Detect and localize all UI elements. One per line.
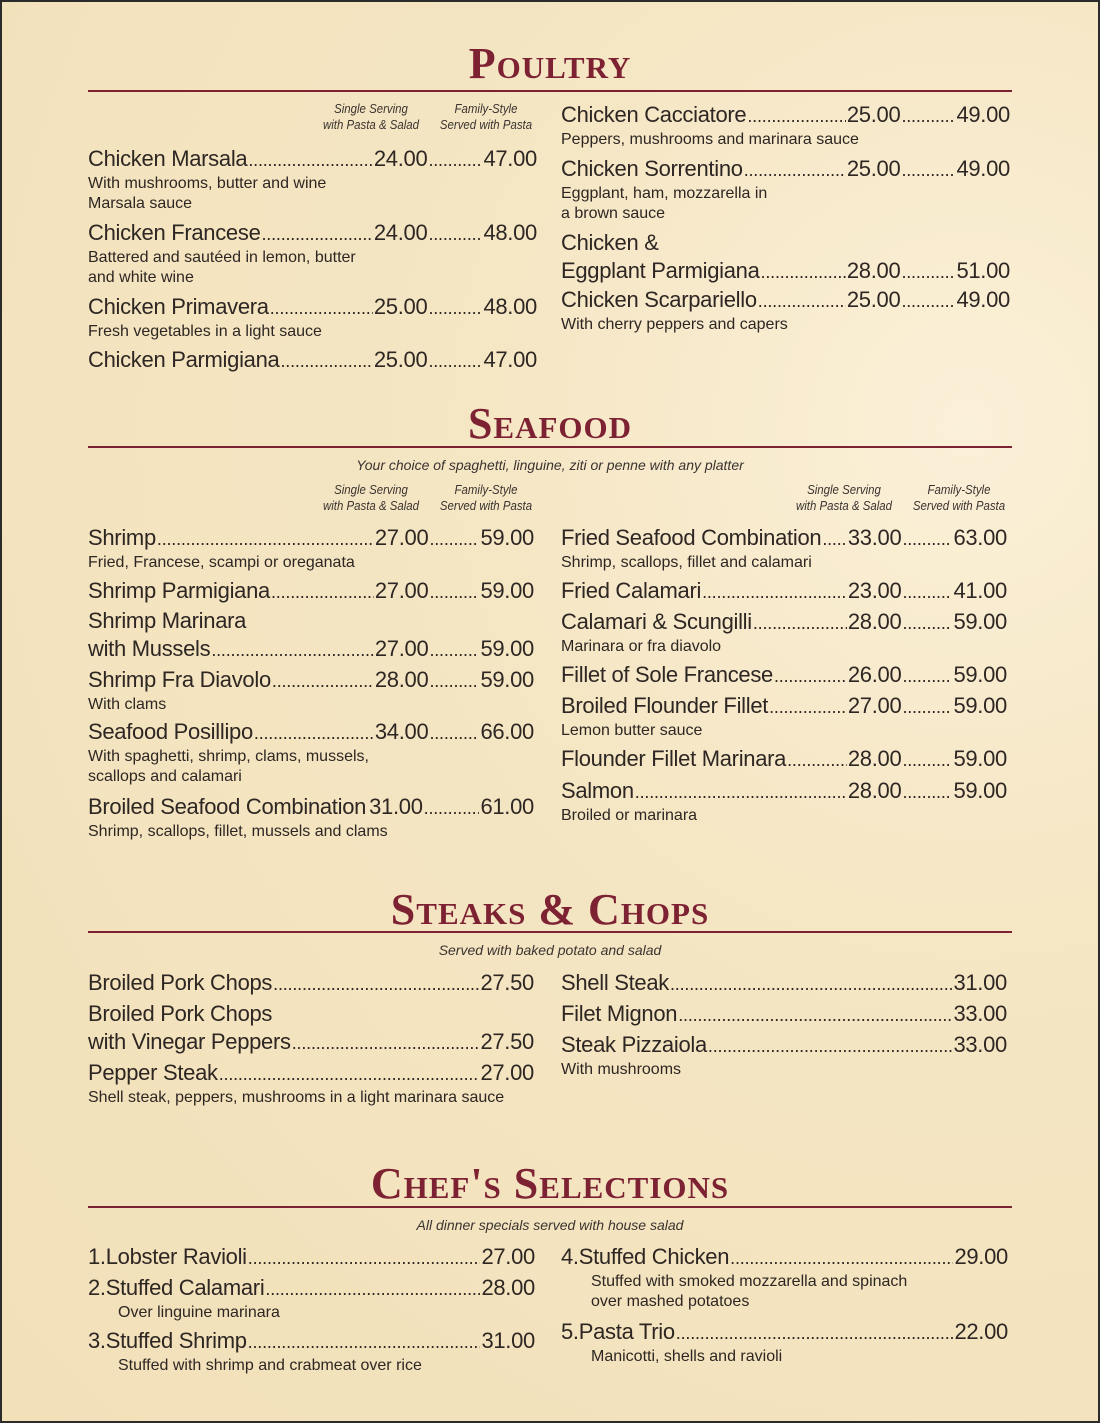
item-name: Chicken Cacciatore <box>561 102 747 127</box>
leader-dots <box>248 1243 481 1272</box>
menu-item-chicken-francese <box>88 219 537 288</box>
seafood-col-family-left <box>437 482 536 514</box>
menu-item-chicken-scarpariello <box>561 286 1010 335</box>
leader-dots <box>708 1031 953 1060</box>
leader-dots <box>427 145 483 174</box>
chefs-title: Chef's Selections <box>370 1159 730 1208</box>
price-family: 59.00 <box>953 662 1007 687</box>
price-family: 61.00 <box>480 794 534 819</box>
item-name: Salmon <box>561 778 634 803</box>
poultry-col-single <box>319 101 423 133</box>
leader-dots <box>254 718 374 747</box>
item-name-line1: Shrimp Marinara <box>88 608 247 633</box>
steaks-title: Steaks & Chops <box>390 885 710 934</box>
poultry-title: Poultry <box>468 39 632 88</box>
price-single: 25.00 <box>846 102 901 127</box>
leader-dots <box>670 969 952 998</box>
price-single: 28.00 <box>846 258 901 283</box>
item-description: a brown sauce <box>561 205 666 222</box>
price-single: 25.00 <box>373 347 428 372</box>
leader-dots <box>901 577 953 606</box>
menu-item-broiled-pork-chops <box>88 969 534 998</box>
col-single-sublabel: with Pasta & Salad <box>322 498 420 513</box>
price-single: 25.00 <box>373 294 428 319</box>
leader-dots <box>901 608 953 637</box>
item-description: over mashed potatoes <box>591 1293 750 1310</box>
poultry-rule <box>88 90 1012 92</box>
price-single: 23.00 <box>847 578 902 603</box>
item-name: Shrimp <box>88 525 156 550</box>
item-name: Chicken Parmigiana <box>88 347 280 372</box>
item-name: Filet Mignon <box>561 1001 678 1026</box>
item-description: Shell steak, peppers, mushrooms in a light marinara sauce <box>88 1089 505 1106</box>
menu-item-shrimp-marinara-mussels <box>88 607 534 664</box>
leader-dots <box>428 577 480 606</box>
seafood-col-family-right <box>910 482 1009 514</box>
menu-item-broiled-flounder-fillet <box>561 692 1007 741</box>
price-single: 27.00 <box>374 578 429 603</box>
item-name: Chicken Primavera <box>88 294 269 319</box>
leader-dots <box>428 718 480 747</box>
steaks-note: Served with baked potato and salad <box>438 942 662 958</box>
leader-dots <box>758 286 846 315</box>
leader-dots <box>730 1243 953 1272</box>
price-single: 34.00 <box>374 719 429 744</box>
col-family-label: Family-Style <box>927 482 991 497</box>
leader-dots <box>262 219 373 248</box>
item-description: Eggplant, ham, mozzarella in <box>561 185 768 202</box>
menu-item-broiled-seafood-combination <box>88 793 534 842</box>
leader-dots <box>265 1274 480 1303</box>
col-family-sublabel: Served with Pasta <box>912 498 1006 513</box>
price-single: 28.00 <box>847 746 902 771</box>
menu-item-stuffed-calamari <box>88 1274 535 1323</box>
menu-item-shrimp-fra-diavolo <box>88 666 534 715</box>
price-family: 49.00 <box>956 287 1010 312</box>
item-name: Stuffed Shrimp <box>105 1328 247 1353</box>
item-name: Broiled Seafood Combination <box>88 794 367 819</box>
item-number: 1. <box>88 1244 106 1269</box>
item-name: Calamari & Scungilli <box>561 609 752 634</box>
leader-dots <box>901 745 953 774</box>
price-single: 25.00 <box>846 287 901 312</box>
item-description: With spaghetti, shrimp, clams, mussels, <box>88 748 369 765</box>
price: 28.00 <box>481 1275 535 1300</box>
item-description: With mushrooms, butter and wine <box>88 175 327 192</box>
item-name: Broiled Flounder Fillet <box>561 693 769 718</box>
menu-item-shrimp-parmigiana <box>88 577 534 606</box>
item-name: Seafood Posillipo <box>88 719 253 744</box>
item-name: Shrimp Fra Diavolo <box>88 667 271 692</box>
seafood-col-single-left <box>319 482 423 514</box>
item-description: Marsala sauce <box>88 195 193 212</box>
price-family: 59.00 <box>953 693 1007 718</box>
leader-dots <box>219 1059 480 1088</box>
price-family: 59.00 <box>480 667 534 692</box>
price: 29.00 <box>954 1244 1008 1269</box>
seafood-note: Your choice of spaghetti, linguine, ziti or penne with any platter <box>356 457 744 473</box>
leader-dots <box>678 1000 952 1029</box>
col-family-sublabel: Served with Pasta <box>439 498 533 513</box>
price-family: 59.00 <box>953 746 1007 771</box>
col-single-sublabel: with Pasta & Salad <box>795 498 893 513</box>
item-name: Chicken Francese <box>88 220 261 245</box>
item-description: Stuffed with shrimp and crabmeat over rice <box>118 1357 422 1374</box>
col-single-label: Single Serving <box>334 482 408 497</box>
menu-item-seafood-posillipo <box>88 718 534 787</box>
menu-item-chicken-cacciatore <box>561 101 1010 150</box>
col-single-sublabel: with Pasta & Salad <box>322 117 420 132</box>
leader-dots <box>900 257 956 286</box>
seafood-rule <box>88 446 1012 448</box>
item-name-line1: Broiled Pork Chops <box>88 1001 273 1026</box>
price-single: 27.00 <box>374 525 429 550</box>
price-single: 24.00 <box>373 146 428 171</box>
item-name: Chicken Marsala <box>88 146 248 171</box>
leader-dots <box>676 1318 954 1347</box>
price-family: 48.00 <box>483 294 537 319</box>
item-description: Over linguine marinara <box>118 1304 280 1321</box>
price-single: 27.00 <box>847 693 902 718</box>
item-name: Shrimp Parmigiana <box>88 578 270 603</box>
price: 33.00 <box>953 1001 1007 1026</box>
item-name-line1: Chicken & <box>561 230 659 255</box>
item-description: Broiled or marinara <box>561 807 698 824</box>
steaks-rule <box>88 931 1012 933</box>
price-single: 24.00 <box>373 220 428 245</box>
poultry-col-family <box>437 101 536 133</box>
item-name: Flounder Fillet Marinara <box>561 746 787 771</box>
item-name: with Vinegar Peppers <box>88 1029 291 1054</box>
item-name: Chicken Scarpariello <box>561 287 757 312</box>
item-name: Stuffed Calamari <box>105 1275 265 1300</box>
item-description: and white wine <box>88 269 194 286</box>
price: 27.00 <box>481 1244 535 1269</box>
item-description: Manicotti, shells and ravioli <box>591 1348 783 1365</box>
item-name: Broiled Pork Chops <box>88 970 273 995</box>
item-description: Shrimp, scallops, fillet, mussels and clams <box>88 823 388 840</box>
menu-item-fried-calamari <box>561 577 1007 606</box>
seafood-title: Seafood <box>467 399 633 448</box>
item-description: Lemon butter sauce <box>561 722 703 739</box>
leader-dots <box>292 1028 480 1057</box>
price-family: 48.00 <box>483 220 537 245</box>
item-description: With mushrooms <box>561 1061 682 1078</box>
price-family: 49.00 <box>956 102 1010 127</box>
leader-dots <box>427 293 483 322</box>
price: 27.50 <box>480 1029 534 1054</box>
price-family: 47.00 <box>483 347 537 372</box>
price-family: 49.00 <box>956 156 1010 181</box>
leader-dots <box>753 608 847 637</box>
menu-item-fried-seafood-combination <box>561 524 1007 573</box>
item-name: Fillet of Sole Francese <box>561 662 773 687</box>
price-single: 27.00 <box>374 636 429 661</box>
leader-dots <box>270 293 373 322</box>
price-family: 59.00 <box>953 609 1007 634</box>
menu-item-chicken-sorrentino <box>561 155 1010 224</box>
chefs-rule <box>88 1206 1012 1208</box>
item-name: Stuffed Chicken <box>578 1244 730 1269</box>
item-description: Fried, Francese, scampi or oreganata <box>88 554 355 571</box>
menu-item-steak-pizzaiola <box>561 1031 1007 1080</box>
item-description: With cherry peppers and capers <box>561 316 788 333</box>
item-name: Pepper Steak <box>88 1060 218 1085</box>
price: 27.50 <box>480 970 534 995</box>
menu-item-chicken-parmigiana <box>88 346 537 375</box>
menu-item-shrimp <box>88 524 534 573</box>
leader-dots <box>248 1327 481 1356</box>
item-description: Fresh vegetables in a light sauce <box>88 323 322 340</box>
price-single: 28.00 <box>847 778 902 803</box>
menu-item-stuffed-chicken <box>561 1243 1008 1312</box>
item-description: Stuffed with smoked mozzarella and spinach <box>591 1273 908 1290</box>
leader-dots <box>822 524 847 553</box>
price-single: 28.00 <box>847 609 902 634</box>
menu-item-flounder-fillet-marinara <box>561 745 1007 774</box>
leader-dots <box>900 155 956 184</box>
price-family: 59.00 <box>953 778 1007 803</box>
leader-dots <box>900 101 956 130</box>
item-description: Peppers, mushrooms and marinara sauce <box>561 131 859 148</box>
leader-dots <box>424 793 480 822</box>
menu-item-pepper-steak <box>88 1059 534 1108</box>
menu-item-chicken-eggplant-parmigiana <box>561 229 1010 286</box>
leader-dots <box>272 666 374 695</box>
item-description: scallops and calamari <box>88 768 242 785</box>
item-number: 5. <box>561 1319 579 1344</box>
menu-item-pork-chops-vinegar-peppers <box>88 1000 534 1057</box>
menu-item-pasta-trio <box>561 1318 1008 1367</box>
item-name: Lobster Ravioli <box>105 1244 247 1269</box>
item-name: Steak Pizzaiola <box>561 1032 707 1057</box>
price-family: 59.00 <box>480 636 534 661</box>
leader-dots <box>280 346 372 375</box>
menu-item-shell-steak <box>561 969 1007 998</box>
leader-dots <box>271 577 374 606</box>
menu-item-fillet-of-sole-francese <box>561 661 1007 690</box>
leader-dots <box>273 969 479 998</box>
leader-dots <box>635 777 847 806</box>
price: 22.00 <box>954 1319 1008 1344</box>
item-description: Marinara or fra diavolo <box>561 638 722 655</box>
item-number: 3. <box>88 1328 106 1353</box>
seafood-col-single-right <box>792 482 896 514</box>
leader-dots <box>761 257 846 286</box>
item-name: with Mussels <box>88 636 211 661</box>
leader-dots <box>774 661 847 690</box>
leader-dots <box>900 286 956 315</box>
item-name: Shell Steak <box>561 970 669 995</box>
col-single-label: Single Serving <box>807 482 881 497</box>
menu-item-salmon <box>561 777 1007 826</box>
leader-dots <box>211 635 374 664</box>
item-name: Fried Calamari <box>561 578 702 603</box>
price-family: 66.00 <box>480 719 534 744</box>
item-description: With clams <box>88 696 167 713</box>
leader-dots <box>702 577 847 606</box>
menu-item-calamari-scungilli <box>561 608 1007 657</box>
leader-dots <box>787 745 847 774</box>
menu-item-chicken-marsala <box>88 145 537 214</box>
leader-dots <box>744 155 846 184</box>
price-family: 51.00 <box>956 258 1010 283</box>
leader-dots <box>747 101 846 130</box>
leader-dots <box>157 524 374 553</box>
leader-dots <box>428 666 480 695</box>
price: 27.00 <box>480 1060 534 1085</box>
price-single: 26.00 <box>847 662 902 687</box>
item-description: Shrimp, scallops, fillet and calamari <box>561 554 812 571</box>
leader-dots <box>901 524 953 553</box>
price-single: 28.00 <box>374 667 429 692</box>
leader-dots <box>901 777 953 806</box>
price-single: 25.00 <box>846 156 901 181</box>
menu-item-filet-mignon <box>561 1000 1007 1029</box>
leader-dots <box>428 635 480 664</box>
leader-dots <box>248 145 373 174</box>
col-single-label: Single Serving <box>334 101 408 116</box>
leader-dots <box>427 346 483 375</box>
menu-item-chicken-primavera <box>88 293 537 342</box>
col-family-label: Family-Style <box>454 482 518 497</box>
item-name: Eggplant Parmigiana <box>561 258 760 283</box>
leader-dots <box>769 692 847 721</box>
item-number: 4. <box>561 1244 579 1269</box>
col-family-label: Family-Style <box>454 101 518 116</box>
price: 31.00 <box>481 1328 535 1353</box>
leader-dots <box>428 524 480 553</box>
chefs-note: All dinner specials served with house salad <box>416 1217 684 1233</box>
price-single: 31.00 <box>369 794 423 819</box>
item-name: Fried Seafood Combination <box>561 525 822 550</box>
price-family: 47.00 <box>483 146 537 171</box>
col-family-sublabel: Served with Pasta <box>439 117 533 132</box>
price-family: 59.00 <box>480 578 534 603</box>
menu-item-lobster-ravioli <box>88 1243 535 1272</box>
item-description: Battered and sautéed in lemon, butter <box>88 249 356 266</box>
price: 31.00 <box>953 970 1007 995</box>
item-name: Pasta Trio <box>578 1319 675 1344</box>
item-number: 2. <box>88 1275 106 1300</box>
price-family: 63.00 <box>953 525 1007 550</box>
leader-dots <box>427 219 483 248</box>
price-family: 41.00 <box>953 578 1007 603</box>
price-family: 59.00 <box>480 525 534 550</box>
price-single: 33.00 <box>847 525 902 550</box>
leader-dots <box>901 661 953 690</box>
price: 33.00 <box>953 1032 1007 1057</box>
leader-dots <box>901 692 953 721</box>
menu-item-stuffed-shrimp <box>88 1327 535 1376</box>
item-name: Chicken Sorrentino <box>561 156 743 181</box>
